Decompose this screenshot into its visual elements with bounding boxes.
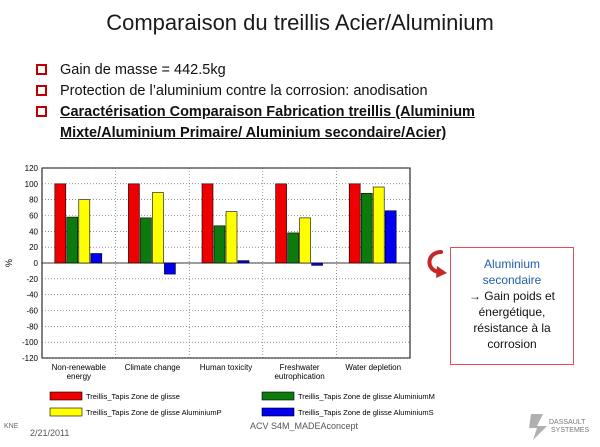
bar [214,226,225,263]
bar [79,200,90,263]
legend-label: Treillis_Tapis Zone de glisse AluminiumM [298,392,435,401]
bullet-checkbox-icon [36,64,47,75]
impact-chart [0,160,435,425]
bullet-characterisation [34,102,594,144]
y-tick-label: 80 [29,195,38,205]
bullet-text: Caractérisation Comparaison Fabrication treillis (Aluminium Mixte/Aluminium Primaire/ Aluminium secondaire/Acier) [60,104,475,141]
bar [300,218,311,263]
dassault-logo-subtext: SYSTEMES [551,427,590,434]
footer-date: 2/21/2011 [30,428,70,438]
curved-arrow-icon [419,246,453,280]
bullet-mass-gain [34,60,594,81]
y-tick-label: -80 [26,322,38,332]
y-tick-label: 20 [29,243,38,253]
y-tick-label: -60 [26,306,38,316]
bar [55,184,66,263]
legend-swatch [50,392,82,400]
bar [67,217,78,263]
legend-swatch [262,408,294,416]
y-tick-label: 0 [33,259,38,268]
bar [202,184,213,263]
info-box-title: Aluminium [483,257,540,271]
info-box [450,247,574,365]
legend-label: Treillis_Tapis Zone de glisse AluminiumP [86,408,222,417]
bar [288,233,299,263]
bar [385,211,396,263]
x-tick-label: Freshwater [279,363,320,372]
bullet-corrosion [34,81,594,102]
legend-swatch [262,392,294,400]
y-tick-label: 40 [29,227,38,237]
bar [276,184,287,263]
bar [361,193,372,263]
bar [349,184,360,263]
y-tick-label: 120 [24,164,38,173]
y-tick-label: -20 [26,274,38,284]
x-tick-label: Human toxicity [199,363,253,372]
legend-swatch [50,408,82,416]
bullet-text: Gain de masse = 442.5kg [60,62,226,78]
y-tick-label: -40 [26,290,38,300]
info-box-subtitle: secondaire [482,273,542,287]
bar [91,254,102,264]
dassault-logo [525,410,597,442]
legend-label: Treillis_Tapis Zone de glisse AluminiumS [298,408,434,417]
y-tick-label: 100 [24,179,38,189]
x-tick-label: Non-renewable [51,363,106,372]
bar [373,187,384,263]
bar [312,263,323,265]
footer-center-text: ACV S4M_MADEAconcept [250,421,359,431]
bar [164,263,175,274]
x-tick-label: Climate change [124,363,181,372]
bar [128,184,139,263]
y-axis-label: % [4,258,14,268]
x-tick-label: Water depletion [345,363,402,372]
slide-title: Comparaison du treillis Acier/Aluminium [106,10,494,35]
y-tick-label: -120 [21,354,38,363]
bar [152,193,163,263]
bar [238,261,249,263]
bullet-checkbox-icon [36,85,47,96]
y-tick-label: 60 [29,211,38,221]
footer-logo-left: KNE [4,423,19,430]
x-tick-label: energy [66,372,92,381]
bar [226,212,237,263]
legend-label: Treillis_Tapis Zone de glisse [86,392,180,401]
dassault-logo-text: DASSAULT [549,419,586,426]
bullet-checkbox-icon [36,106,47,117]
bar [140,218,151,263]
x-tick-label: eutrophication [274,372,325,381]
info-box-body: → Gain poids et énergétique, résistance à la corrosion [468,289,556,351]
impact-chart-svg [0,160,435,425]
bullet-text: Protection de l’aluminium contre la corrosion: anodisation [60,83,428,99]
bullet-list [34,60,594,144]
y-tick-label: -100 [21,338,38,348]
